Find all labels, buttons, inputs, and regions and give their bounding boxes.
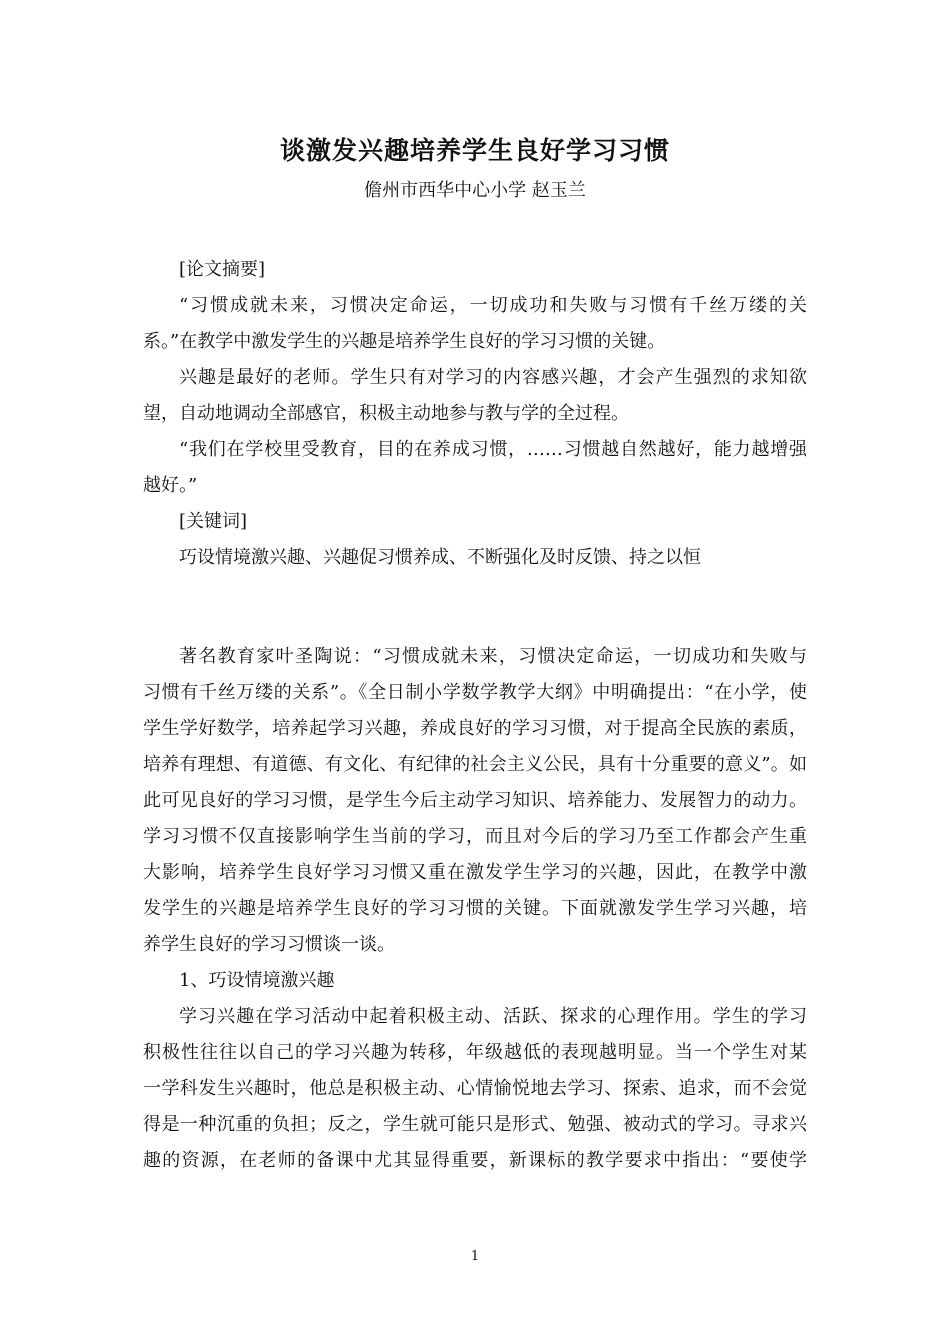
body-p1-line: 习惯有千丝万缕的关系”。《全日制小学数学教学大纲》中明确提出：“在小学，使 <box>143 682 807 703</box>
body-p1-line: 著名教育家叶圣陶说：“习惯成就未来，习惯决定命运，一切成功和失败与 <box>179 646 807 667</box>
body-p2-line: 得是一种沉重的负担；反之，学生就可能只是形式、勉强、被动式的学习。寻求兴 <box>143 1114 807 1135</box>
body-p1-line: 养学生良好的学习习惯谈一谈。 <box>143 934 395 955</box>
body-p2-line: 学习兴趣在学习活动中起着积极主动、活跃、探求的心理作用。学生的学习 <box>179 1006 807 1027</box>
body-p2-line: 一学科发生兴趣时，他总是积极主动、心情愉悦地去学习、探索、追求，而不会觉 <box>143 1078 807 1099</box>
body-p1-line: 此可见良好的学习习惯，是学生今后主动学习知识、培养能力、发展智力的动力。 <box>143 790 807 811</box>
keywords-text: 巧设情境激兴趣、兴趣促习惯养成、不断强化及时反馈、持之以恒 <box>179 547 701 568</box>
abstract-section <box>143 252 807 576</box>
body-p2-line: 积极性往往以自己的学习兴趣为转移，年级越低的表现越明显。当一个学生对某 <box>143 1042 807 1063</box>
body-p1-line: 发学生的兴趣是培养学生良好的学习习惯的关键。下面就激发学生学习兴趣，培 <box>143 898 807 919</box>
abstract-p1-line: 系。”在教学中激发学生的兴趣是培养学生良好的学习习惯的关键。 <box>143 331 666 352</box>
body-section <box>143 639 807 1179</box>
page-title: 谈激发兴趣培养学生良好学习习惯 <box>279 136 670 165</box>
body-p1-line: 培养有理想、有道德、有文化、有纪律的社会主义公民，具有十分重要的意义”。如 <box>143 754 807 775</box>
author-line: 儋州市西华中心小学 赵玉兰 <box>364 180 586 201</box>
keywords-heading: [关键词] <box>179 511 248 532</box>
abstract-p3-line: 越好。” <box>143 475 198 496</box>
abstract-p2-line: 望，自动地调动全部感官，积极主动地参与教与学的全过程。 <box>143 403 629 424</box>
abstract-heading: [论文摘要] <box>179 259 266 280</box>
body-p1-line: 学生学好数学，培养起学习兴趣，养成良好的学习习惯，对于提高全民族的素质， <box>143 718 807 739</box>
page-number: 1 <box>470 1249 480 1264</box>
body-p1-line: 学习习惯不仅直接影响学生当前的学习，而且对今后的学习乃至工作都会产生重 <box>143 826 807 847</box>
abstract-p3-line: “我们在学校里受教育，目的在养成习惯，……习惯越自然越好，能力越增强 <box>179 439 807 460</box>
body-p2-line: 趣的资源，在老师的备课中尤其显得重要，新课标的教学要求中指出：“要使学 <box>143 1150 807 1171</box>
abstract-p2-line: 兴趣是最好的老师。学生只有对学习的内容感兴趣，才会产生强烈的求知欲 <box>179 367 807 388</box>
body-p1-line: 大影响，培养学生良好学习习惯又重在激发学生学习的兴趣，因此，在教学中激 <box>143 862 807 883</box>
abstract-p1-line: “习惯成就未来，习惯决定命运，一切成功和失败与习惯有千丝万缕的关 <box>179 295 807 316</box>
section-heading: 1、巧设情境激兴趣 <box>179 970 335 991</box>
